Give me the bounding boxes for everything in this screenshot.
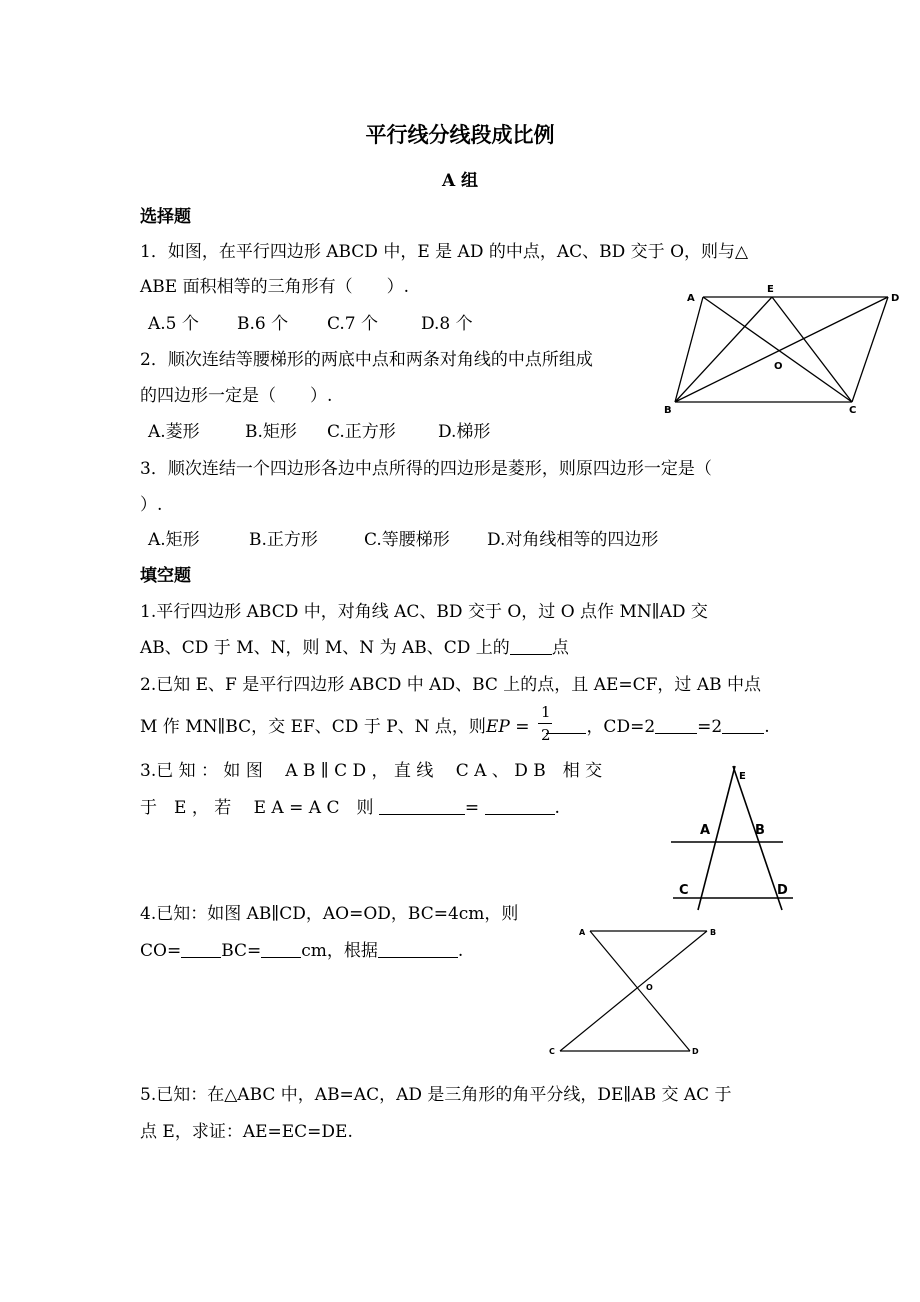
figure-parallel-lines	[665, 762, 805, 917]
fill-q4-text-c: cm，根据	[301, 941, 378, 961]
choice-q3-option-c: C.等腰梯形	[364, 530, 450, 550]
fill-q4-text-b: BC=	[221, 941, 262, 961]
choice-q1-line2: ABE 面积相等的三角形有（ ）.	[140, 277, 409, 297]
fig2-label-b: B	[755, 823, 765, 838]
fig1-line-ac	[703, 297, 852, 402]
fill-q1-text-a: AB、CD 于 M、N，则 M、N 为 AB、CD 上的	[140, 638, 510, 658]
choice-q3-option-b: B.正方形	[249, 530, 318, 550]
choice-q3-line2: ）.	[140, 495, 163, 515]
fig3-label-b: B	[710, 928, 717, 937]
fill-q3-text-c: .	[554, 798, 560, 818]
fill-q3-line1: 3.已 知 ： 如 图 A B ∥ C D ， 直 线 C A 、 D B 相 交	[140, 761, 603, 781]
choice-q2-option-b: B.矩形	[245, 422, 297, 442]
fill-q2-line2	[140, 716, 770, 738]
fill-q4-line1: 4.已知：如图 AB∥CD，AO=OD，BC=4cm，则	[140, 904, 519, 924]
fill-q1-text-b: 点	[551, 638, 569, 658]
choice-q1-line1: 1．如图，在平行四边形 ABCD 中，E 是 AD 的中点，AC、BD 交于 O，则与△	[140, 242, 749, 262]
fill-q4-line2	[140, 940, 463, 962]
choice-q1-option-d: D.8 个	[421, 314, 473, 334]
choice-q3-option-a: A.矩形	[148, 530, 200, 550]
fill-q2-text-b: ，CD=2	[586, 717, 656, 737]
fig3-line-bc	[560, 931, 707, 1051]
group-heading: A 组	[441, 171, 479, 191]
fig1-line-bd	[675, 297, 888, 402]
fill-q2-frac-bar	[538, 723, 552, 724]
fill-q3-text-b: =	[464, 798, 480, 818]
fig2-line-ca	[698, 766, 735, 910]
fill-q1-line1: 1.平行四边形 ABCD 中，对角线 AC、BD 交于 O，过 O 点作 MN∥AD 交	[140, 602, 708, 622]
fill-q4-blank-2[interactable]	[261, 940, 301, 958]
fill-q3-line2	[140, 797, 560, 819]
fig3-label-a: A	[579, 928, 586, 937]
fill-q4-blank-1[interactable]	[181, 940, 221, 958]
choice-q3-option-d: D.对角线相等的四边形	[487, 530, 659, 550]
fig1-label-c: C	[849, 405, 857, 416]
choice-section-heading: 选择题	[140, 207, 191, 227]
fill-q2-blank-1[interactable]	[546, 716, 586, 734]
choice-q2-option-c: C.正方形	[327, 422, 396, 442]
figure-hourglass	[545, 922, 720, 1062]
fill-q3-blank-1[interactable]	[379, 797, 465, 815]
fill-q5-line2: 点 E，求证：AE=EC=DE.	[140, 1122, 353, 1142]
fill-q3-text-a: 于 E ， 若 E A = A C 则	[140, 798, 374, 818]
fill-q1-line2	[140, 637, 569, 659]
fig2-label-e: E	[739, 771, 746, 782]
fig2-label-d: D	[777, 883, 788, 898]
choice-q3-line1: 3．顺次连结一个四边形各边中点所得的四边形是菱形，则原四边形一定是（	[140, 459, 712, 479]
fill-q2-line1: 2.已知 E、F 是平行四边形 ABCD 中 AD、BC 上的点，且 AE=CF，过 AB 中点	[140, 675, 762, 695]
choice-q1-option-c: C.7 个	[327, 314, 379, 334]
fill-q2-text-c: =2	[697, 717, 723, 737]
page-title: 平行线分线段成比例	[365, 122, 555, 147]
fill-q2-frac-num: 1	[541, 703, 551, 721]
fig1-line-ec	[772, 297, 852, 402]
fig1-label-e: E	[767, 284, 774, 295]
fill-q2-frac-den: 2	[541, 726, 551, 744]
figure-parallelogram	[655, 280, 905, 420]
fig3-label-o: O	[646, 983, 653, 992]
fill-q2-text-d: .	[764, 717, 770, 737]
fig3-line-ad	[590, 931, 690, 1051]
choice-q2-line1: 2．顺次连结等腰梯形的两底中点和两条对角线的中点所组成	[140, 350, 593, 370]
fig2-label-c: C	[679, 883, 689, 898]
fig3-label-d: D	[692, 1047, 699, 1056]
fill-q2-ep: EP =	[485, 717, 530, 737]
fig1-label-b: B	[664, 405, 672, 416]
fill-q1-blank[interactable]	[510, 637, 552, 655]
fill-q2-blank-2[interactable]	[655, 716, 697, 734]
choice-q2-line2: 的四边形一定是（ ）.	[140, 386, 333, 406]
fig3-label-c: C	[549, 1047, 555, 1056]
fig1-label-o: O	[774, 361, 783, 372]
fill-q2-blank-3[interactable]	[722, 716, 764, 734]
choice-q1-option-a: A.5 个	[148, 314, 199, 334]
fig1-label-d: D	[891, 293, 900, 304]
fill-q5-line1: 5.已知：在△ABC 中，AB=AC，AD 是三角形的角平分线，DE∥AB 交 AC 于	[140, 1085, 732, 1105]
choice-q2-option-d: D.梯形	[438, 422, 491, 442]
fill-q2-text-a: M 作 MN∥BC，交 EF、CD 于 P、N 点，则	[140, 717, 486, 737]
fill-q4-text-a: CO=	[140, 941, 182, 961]
fill-q4-text-d: .	[457, 941, 464, 961]
fig1-label-a: A	[687, 293, 695, 304]
fill-q4-blank-3[interactable]	[378, 940, 458, 958]
fig2-line-db	[733, 766, 782, 910]
choice-q1-option-b: B.6 个	[237, 314, 289, 334]
fill-section-heading: 填空题	[140, 566, 191, 586]
fill-q3-blank-2[interactable]	[485, 797, 555, 815]
choice-q2-option-a: A.菱形	[148, 422, 200, 442]
fig2-label-a: A	[700, 823, 711, 838]
